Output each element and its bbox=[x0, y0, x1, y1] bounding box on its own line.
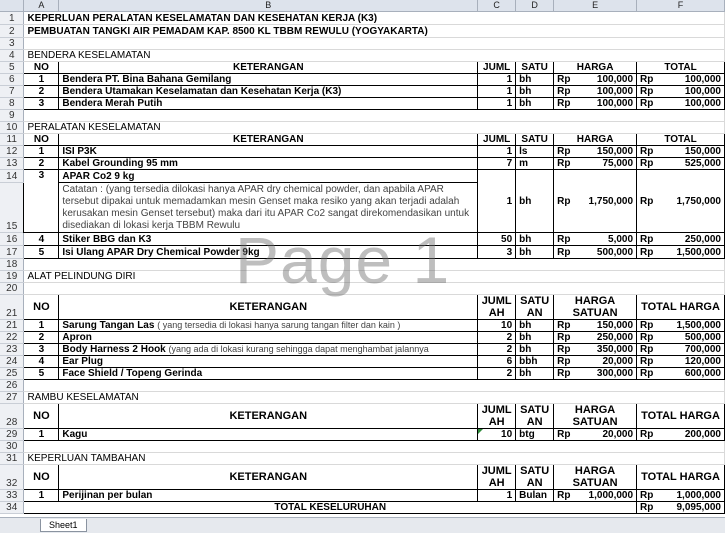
item-name: Ear Plug bbox=[62, 356, 103, 367]
header-jumlah[interactable]: JUML bbox=[478, 62, 516, 74]
currency-label: Rp bbox=[640, 502, 654, 513]
currency-label: Rp bbox=[640, 146, 654, 157]
item-name: Body Harness 2 Hook bbox=[62, 344, 166, 355]
currency-label: Rp bbox=[640, 356, 654, 367]
harga-value: 100,000 bbox=[596, 86, 634, 97]
header-no[interactable]: NO bbox=[24, 465, 59, 490]
cell-no[interactable]: 1 bbox=[24, 490, 59, 502]
currency-label: Rp bbox=[557, 332, 571, 343]
item-note: ( yang tersedia di lokasi hanya sarung tangan filter dan kain ) bbox=[157, 320, 401, 330]
empty-row[interactable] bbox=[24, 380, 725, 392]
cell-total[interactable] bbox=[637, 170, 725, 233]
cell-no[interactable]: 3 bbox=[24, 344, 59, 356]
cell-keterangan[interactable] bbox=[59, 332, 478, 344]
total-value: 100,000 bbox=[684, 74, 721, 85]
jumlah-value: 10 bbox=[501, 429, 513, 440]
header-satuan[interactable]: SATU AN bbox=[516, 295, 554, 320]
cell-no[interactable]: 5 bbox=[24, 246, 59, 259]
currency-label: Rp bbox=[640, 429, 654, 440]
cell-harga[interactable] bbox=[554, 158, 637, 170]
harga-value: 350,000 bbox=[596, 344, 634, 355]
cell-no[interactable]: 3 bbox=[24, 170, 59, 233]
cell-jumlah[interactable]: 50 bbox=[478, 233, 516, 246]
empty-row[interactable] bbox=[24, 110, 725, 122]
currency-label: Rp bbox=[557, 146, 571, 157]
grand-total-label[interactable]: TOTAL KESELURUHAN bbox=[24, 502, 637, 514]
cell-no[interactable]: 5 bbox=[24, 368, 59, 380]
section-title-apd[interactable]: ALAT PELINDUNG DIRI bbox=[24, 271, 725, 283]
grand-total-cell[interactable] bbox=[637, 502, 725, 514]
harga-value: 100,000 bbox=[596, 98, 634, 109]
cell-satuan[interactable]: bbh bbox=[516, 356, 554, 368]
table-row bbox=[0, 344, 725, 356]
header-satuan[interactable]: SATU bbox=[516, 134, 554, 146]
empty-row[interactable] bbox=[24, 283, 725, 295]
cell-harga[interactable] bbox=[554, 233, 637, 246]
cell-jumlah[interactable]: 1 bbox=[478, 490, 516, 502]
header-no[interactable]: NO bbox=[24, 404, 59, 429]
header-keterangan[interactable]: KETERANGAN bbox=[59, 404, 478, 429]
row-header[interactable]: 21 bbox=[0, 320, 24, 332]
cell-jumlah[interactable]: 6 bbox=[478, 356, 516, 368]
currency-label: Rp bbox=[557, 98, 571, 109]
sheet-tab[interactable]: Sheet1 bbox=[40, 519, 87, 532]
currency-label: Rp bbox=[557, 86, 571, 97]
cell-no[interactable]: 1 bbox=[24, 320, 59, 332]
row-header[interactable]: 12 bbox=[0, 146, 24, 158]
cell-satuan[interactable]: ls bbox=[516, 146, 554, 158]
currency-label: Rp bbox=[640, 246, 654, 258]
row-header[interactable]: 10 bbox=[0, 122, 24, 134]
cell-satuan[interactable]: Bulan bbox=[516, 490, 554, 502]
currency-label: Rp bbox=[557, 356, 571, 367]
cell-harga[interactable] bbox=[554, 146, 637, 158]
cell-no[interactable]: 2 bbox=[24, 86, 59, 98]
cell-keterangan[interactable]: Bendera PT. Bina Bahana Gemilang bbox=[59, 74, 478, 86]
cell-jumlah[interactable] bbox=[478, 429, 516, 441]
currency-label: Rp bbox=[640, 320, 654, 331]
row-header[interactable]: 13 bbox=[0, 158, 24, 170]
cell-harga[interactable] bbox=[554, 356, 637, 368]
cell-no[interactable]: 2 bbox=[24, 332, 59, 344]
cell-jumlah[interactable]: 10 bbox=[478, 320, 516, 332]
table-row bbox=[0, 74, 725, 86]
cell-harga[interactable] bbox=[554, 368, 637, 380]
cell-satuan[interactable]: bh bbox=[516, 233, 554, 246]
cell-satuan[interactable]: bh bbox=[516, 344, 554, 356]
grand-total-value: 9,095,000 bbox=[676, 502, 721, 513]
row-header[interactable]: 24 bbox=[0, 356, 24, 368]
harga-value: 150,000 bbox=[596, 146, 634, 157]
cell-no[interactable]: 1 bbox=[24, 146, 59, 158]
total-value: 100,000 bbox=[684, 86, 721, 97]
column-header-f[interactable]: F bbox=[637, 0, 725, 12]
header-harga-satuan[interactable]: HARGA SATUAN bbox=[554, 295, 637, 320]
row-header[interactable]: 18 bbox=[0, 259, 24, 271]
cell-satuan[interactable]: btg bbox=[516, 429, 554, 441]
harga-value: 150,000 bbox=[596, 320, 634, 331]
total-value: 700,000 bbox=[684, 344, 721, 355]
currency-label: Rp bbox=[640, 368, 654, 379]
row-header[interactable]: 23 bbox=[0, 344, 24, 356]
cell-harga[interactable] bbox=[554, 429, 637, 441]
cell-total[interactable] bbox=[637, 74, 725, 86]
table-row bbox=[0, 332, 725, 344]
cell-satuan[interactable]: bh bbox=[516, 170, 554, 233]
total-value: 250,000 bbox=[684, 233, 721, 245]
row-header[interactable]: 2 bbox=[0, 25, 24, 38]
cell-jumlah[interactable]: 1 bbox=[478, 86, 516, 98]
cell-total[interactable] bbox=[637, 320, 725, 332]
currency-label: Rp bbox=[640, 233, 654, 245]
cell-harga[interactable] bbox=[554, 86, 637, 98]
row-header[interactable]: 22 bbox=[0, 332, 24, 344]
currency-label: Rp bbox=[640, 98, 654, 109]
page-break-watermark: Page 1 bbox=[235, 223, 451, 297]
column-header-e[interactable]: E bbox=[554, 0, 637, 12]
row-header[interactable]: 16 bbox=[0, 233, 24, 246]
row-header[interactable]: 9 bbox=[0, 110, 24, 122]
item-name: Apron bbox=[62, 332, 92, 343]
table-header-row bbox=[0, 404, 725, 429]
error-indicator-icon bbox=[478, 429, 483, 434]
column-header-row bbox=[0, 0, 725, 12]
cell-jumlah[interactable]: 3 bbox=[478, 246, 516, 259]
cell-harga[interactable] bbox=[554, 320, 637, 332]
header-jumlah[interactable]: JUML bbox=[478, 134, 516, 146]
harga-value: 250,000 bbox=[596, 332, 634, 343]
item-name: Face Shield / Topeng Gerinda bbox=[62, 368, 203, 379]
table-row bbox=[0, 86, 725, 98]
cell-jumlah[interactable]: 2 bbox=[478, 344, 516, 356]
table-row bbox=[0, 490, 725, 502]
cell-harga[interactable] bbox=[554, 98, 637, 110]
row-header[interactable]: 7 bbox=[0, 86, 24, 98]
cell-keterangan[interactable]: Perijinan per bulan bbox=[59, 490, 478, 502]
cell-keterangan[interactable]: Bendera Merah Putih bbox=[59, 98, 478, 110]
cell-jumlah[interactable]: 2 bbox=[478, 332, 516, 344]
total-value: 1,000,000 bbox=[676, 490, 721, 501]
cell-total[interactable] bbox=[637, 246, 725, 259]
table-row bbox=[0, 320, 725, 332]
cell-keterangan[interactable]: Isi Ulang APAR Dry Chemical Powder 9kg bbox=[59, 246, 478, 259]
header-total[interactable]: TOTAL bbox=[637, 134, 725, 146]
sheet-tab-bar bbox=[0, 517, 725, 533]
header-no[interactable]: NO bbox=[24, 295, 59, 320]
header-keterangan[interactable]: KETERANGAN bbox=[59, 134, 478, 146]
currency-label: Rp bbox=[557, 195, 571, 207]
total-value: 1,500,000 bbox=[676, 246, 721, 258]
total-value: 500,000 bbox=[684, 332, 721, 343]
cell-satuan[interactable]: bh bbox=[516, 246, 554, 259]
section-title-peralatan[interactable]: PERALATAN KESELAMATAN bbox=[24, 122, 725, 134]
currency-label: Rp bbox=[557, 490, 571, 501]
cell-total[interactable] bbox=[637, 356, 725, 368]
column-header-b[interactable]: B bbox=[59, 0, 478, 12]
section-title-tambahan[interactable]: KEPERLUAN TAMBAHAN bbox=[24, 453, 725, 465]
cell-satuan[interactable]: bh bbox=[516, 320, 554, 332]
row-header[interactable]: 33 bbox=[0, 490, 24, 502]
cell-no[interactable]: 3 bbox=[24, 98, 59, 110]
currency-label: Rp bbox=[640, 344, 654, 355]
cell-jumlah[interactable]: 1 bbox=[478, 170, 516, 233]
header-jumlah[interactable]: JUML AH bbox=[478, 404, 516, 429]
harga-value: 1,750,000 bbox=[588, 195, 634, 207]
header-jumlah[interactable]: JUML AH bbox=[478, 465, 516, 490]
harga-value: 500,000 bbox=[596, 246, 634, 258]
table-row bbox=[0, 429, 725, 441]
total-value: 150,000 bbox=[684, 146, 721, 157]
total-value: 120,000 bbox=[684, 356, 721, 367]
section-title-bendera[interactable]: BENDERA KESELAMATAN bbox=[24, 50, 725, 62]
currency-label: Rp bbox=[640, 490, 654, 501]
cell-harga[interactable] bbox=[554, 332, 637, 344]
cell-no[interactable]: 1 bbox=[24, 429, 59, 441]
row-header[interactable]: 17 bbox=[0, 246, 24, 259]
item-note: (yang ada di lokasi kurang sehingga dapat menghambat jalannya bbox=[168, 344, 429, 354]
table-row bbox=[0, 170, 725, 183]
cell-satuan[interactable]: bh bbox=[516, 86, 554, 98]
select-all-corner[interactable] bbox=[0, 0, 24, 12]
currency-label: Rp bbox=[557, 320, 571, 331]
cell-no[interactable]: 1 bbox=[24, 74, 59, 86]
header-jumlah[interactable]: JUML AH bbox=[478, 295, 516, 320]
row-header[interactable]: 3 bbox=[0, 38, 24, 50]
total-value: 600,000 bbox=[684, 368, 721, 379]
currency-label: Rp bbox=[640, 158, 654, 169]
cell-jumlah[interactable]: 1 bbox=[478, 146, 516, 158]
cell-jumlah[interactable]: 7 bbox=[478, 158, 516, 170]
header-satuan[interactable]: SATU AN bbox=[516, 465, 554, 490]
cell-keterangan[interactable]: Stiker BBG dan K3 bbox=[59, 233, 478, 246]
cell-total[interactable] bbox=[637, 332, 725, 344]
currency-label: Rp bbox=[640, 195, 654, 207]
cell-harga[interactable] bbox=[554, 490, 637, 502]
empty-row[interactable] bbox=[24, 38, 725, 50]
table-row bbox=[0, 368, 725, 380]
header-total-harga[interactable]: TOTAL HARGA bbox=[637, 465, 725, 490]
column-header-d[interactable]: D bbox=[516, 0, 554, 12]
total-value: 525,000 bbox=[684, 158, 721, 169]
item-name: Sarung Tangan Las bbox=[62, 320, 155, 331]
total-value: 1,750,000 bbox=[676, 195, 721, 207]
table-header-row bbox=[0, 62, 725, 74]
table-row bbox=[0, 233, 725, 246]
cell-keterangan[interactable]: Kagu bbox=[59, 429, 478, 441]
cell-total[interactable] bbox=[637, 344, 725, 356]
cell-no[interactable]: 4 bbox=[24, 233, 59, 246]
row-header[interactable]: 4 bbox=[0, 50, 24, 62]
cell-total[interactable] bbox=[637, 146, 725, 158]
cell-keterangan[interactable] bbox=[59, 320, 478, 332]
header-total-harga[interactable]: TOTAL HARGA bbox=[637, 404, 725, 429]
cell-keterangan[interactable] bbox=[59, 368, 478, 380]
cell-total[interactable] bbox=[637, 490, 725, 502]
row-header[interactable]: 15 bbox=[0, 183, 24, 233]
header-satuan[interactable]: SATU AN bbox=[516, 404, 554, 429]
row-header[interactable]: 31 bbox=[0, 453, 24, 465]
harga-value: 1,000,000 bbox=[588, 490, 634, 501]
column-header-c[interactable]: C bbox=[478, 0, 516, 12]
cell-total[interactable] bbox=[637, 86, 725, 98]
cell-harga[interactable] bbox=[554, 246, 637, 259]
row-header[interactable]: 6 bbox=[0, 74, 24, 86]
row-header[interactable]: 19 bbox=[0, 271, 24, 283]
harga-value: 300,000 bbox=[596, 368, 634, 379]
row-header[interactable]: 14 bbox=[0, 170, 24, 183]
row-header[interactable]: 34 bbox=[0, 502, 24, 514]
harga-value: 5,000 bbox=[608, 233, 634, 245]
column-header-a[interactable]: A bbox=[24, 0, 59, 12]
cell-keterangan[interactable] bbox=[59, 344, 478, 356]
grand-total-row bbox=[0, 502, 725, 514]
currency-label: Rp bbox=[557, 368, 571, 379]
cell-total[interactable] bbox=[637, 98, 725, 110]
cell-satuan[interactable]: bh bbox=[516, 368, 554, 380]
cell-total[interactable] bbox=[637, 158, 725, 170]
header-harga[interactable]: HARGA bbox=[554, 62, 637, 74]
cell-total[interactable] bbox=[637, 233, 725, 246]
empty-row[interactable] bbox=[24, 259, 725, 271]
cell-keterangan[interactable]: Kabel Grounding 95 mm bbox=[59, 158, 478, 170]
row-header[interactable]: 27 bbox=[0, 392, 24, 404]
row-header[interactable]: 8 bbox=[0, 98, 24, 110]
total-value: 1,500,000 bbox=[676, 320, 721, 331]
cell-jumlah[interactable]: 2 bbox=[478, 368, 516, 380]
cell-catatan[interactable]: Catatan : (yang tersedia dilokasi hanya APAR dry chemical powder, dan apabila APAR tersebut dipakai untuk memadamkan mesin Genset maka resiko yang akan terjadi adalah kerusakan mesin Genset tersebut) maka dari itu APAR Co2 sangat direkomendasikan untuk disediakan di lokasi kerja TBBM Rewulu bbox=[59, 183, 478, 233]
row-header[interactable]: 11 bbox=[0, 134, 24, 146]
table-row bbox=[0, 158, 725, 170]
table-row bbox=[0, 146, 725, 158]
row-header[interactable]: 5 bbox=[0, 62, 24, 74]
row-header[interactable]: 21 bbox=[0, 295, 24, 320]
currency-label: Rp bbox=[557, 74, 571, 85]
total-value: 200,000 bbox=[684, 429, 721, 440]
title-line-2[interactable]: PEMBUATAN TANGKI AIR PEMADAM KAP. 8500 KL TBBM REWULU (YOGYAKARTA) bbox=[24, 25, 725, 38]
cell-total[interactable] bbox=[637, 368, 725, 380]
cell-no[interactable]: 4 bbox=[24, 356, 59, 368]
row-header[interactable]: 20 bbox=[0, 283, 24, 295]
cell-satuan[interactable]: bh bbox=[516, 74, 554, 86]
cell-satuan[interactable]: bh bbox=[516, 98, 554, 110]
total-value: 100,000 bbox=[684, 98, 721, 109]
header-satuan[interactable]: SATU bbox=[516, 62, 554, 74]
cell-harga[interactable] bbox=[554, 170, 637, 233]
section-title-rambu[interactable]: RAMBU KESELAMATAN bbox=[24, 392, 725, 404]
row-header[interactable]: 25 bbox=[0, 368, 24, 380]
cell-harga[interactable] bbox=[554, 74, 637, 86]
currency-label: Rp bbox=[640, 86, 654, 97]
table-header-row bbox=[0, 465, 725, 490]
currency-label: Rp bbox=[557, 246, 571, 258]
harga-value: 20,000 bbox=[602, 429, 634, 440]
empty-row[interactable] bbox=[24, 441, 725, 453]
currency-label: Rp bbox=[640, 332, 654, 343]
cell-jumlah[interactable]: 1 bbox=[478, 74, 516, 86]
cell-keterangan[interactable]: ISI P3K bbox=[59, 146, 478, 158]
table-row bbox=[0, 246, 725, 259]
cell-keterangan[interactable] bbox=[59, 356, 478, 368]
header-harga-satuan[interactable]: HARGA SATUAN bbox=[554, 465, 637, 490]
harga-value: 75,000 bbox=[602, 158, 634, 169]
header-keterangan[interactable]: KETERANGAN bbox=[59, 465, 478, 490]
cell-keterangan[interactable]: Bendera Utamakan Keselamatan dan Kesehatan Kerja (K3) bbox=[59, 86, 478, 98]
cell-total[interactable] bbox=[637, 429, 725, 441]
row-header[interactable]: 26 bbox=[0, 380, 24, 392]
row-header[interactable]: 30 bbox=[0, 441, 24, 453]
harga-value: 100,000 bbox=[596, 74, 634, 85]
currency-label: Rp bbox=[557, 429, 571, 440]
header-no[interactable]: NO bbox=[24, 62, 59, 74]
table-header-row bbox=[0, 295, 725, 320]
header-harga-satuan[interactable]: HARGA SATUAN bbox=[554, 404, 637, 429]
cell-jumlah[interactable]: 1 bbox=[478, 98, 516, 110]
row-header[interactable]: 28 bbox=[0, 404, 24, 429]
currency-label: Rp bbox=[557, 158, 571, 169]
header-total[interactable]: TOTAL bbox=[637, 62, 725, 74]
row-header[interactable]: 32 bbox=[0, 465, 24, 490]
title-line-1[interactable]: KEPERLUAN PERALATAN KESELAMATAN DAN KESEHATAN KERJA (K3) bbox=[24, 12, 725, 25]
header-keterangan[interactable]: KETERANGAN bbox=[59, 62, 478, 74]
cell-no[interactable]: 2 bbox=[24, 158, 59, 170]
cell-harga[interactable] bbox=[554, 344, 637, 356]
row-header[interactable]: 29 bbox=[0, 429, 24, 441]
table-header-row bbox=[0, 134, 725, 146]
currency-label: Rp bbox=[640, 74, 654, 85]
header-harga[interactable]: HARGA bbox=[554, 134, 637, 146]
row-header[interactable]: 1 bbox=[0, 12, 24, 25]
cell-satuan[interactable]: bh bbox=[516, 332, 554, 344]
currency-label: Rp bbox=[557, 233, 571, 245]
cell-keterangan[interactable]: APAR Co2 9 kg bbox=[59, 170, 478, 183]
harga-value: 20,000 bbox=[602, 356, 634, 367]
header-keterangan[interactable]: KETERANGAN bbox=[59, 295, 478, 320]
table-row bbox=[0, 98, 725, 110]
header-total-harga[interactable]: TOTAL HARGA bbox=[637, 295, 725, 320]
header-no[interactable]: NO bbox=[24, 134, 59, 146]
table-row bbox=[0, 356, 725, 368]
currency-label: Rp bbox=[557, 344, 571, 355]
cell-satuan[interactable]: m bbox=[516, 158, 554, 170]
